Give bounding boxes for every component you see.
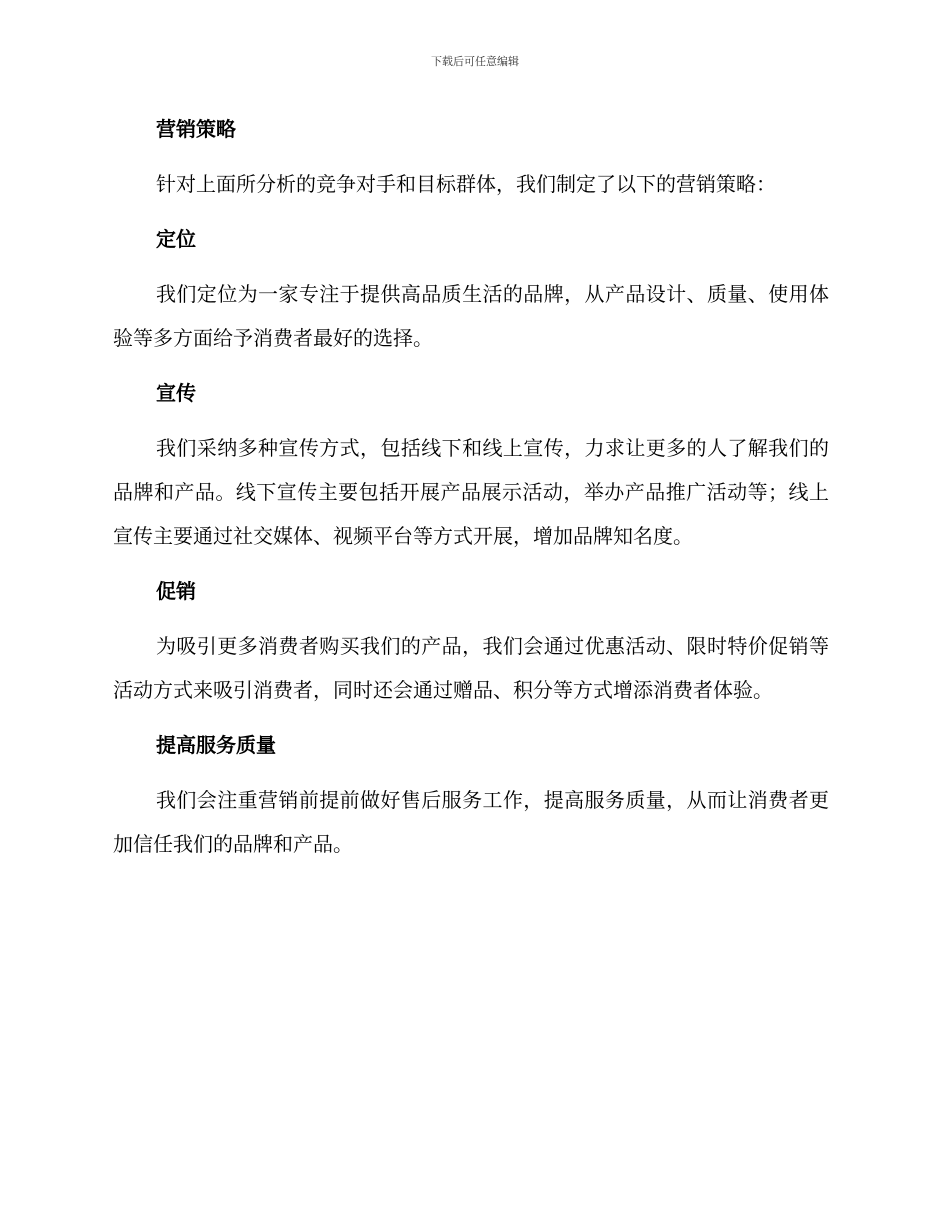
section-heading-service-quality: 提高服务质量: [156, 733, 276, 757]
section-heading-sales-promotion: 促销: [156, 579, 196, 603]
section-paragraph-sales-promotion: 为吸引更多消费者购买我们的产品，我们会通过优惠活动、限时特价促销等活动方式来吸引消费者，同时还会通过赠品、积分等方式增添消费者体验。: [113, 634, 829, 702]
section-heading-promotion: 宣传: [156, 381, 196, 405]
section-paragraph-positioning: 我们定位为一家专注于提供高品质生活的品牌，从产品设计、质量、使用体验等多方面给予消费者最好的选择。: [113, 282, 829, 350]
section-heading-marketing-strategy: 营销策略: [156, 117, 236, 141]
section-paragraph-marketing-strategy: 针对上面所分析的竞争对手和目标群体，我们制定了以下的营销策略：: [156, 172, 776, 196]
section-paragraph-service-quality: 我们会注重营销前提前做好售后服务工作，提高服务质量，从而让消费者更加信任我们的品牌和产品。: [113, 788, 829, 856]
document-body: [113, 110, 829, 866]
page-header-note: 下载后可任意编辑: [431, 55, 519, 68]
section-paragraph-promotion: 我们采纳多种宣传方式，包括线下和线上宣传，力求让更多的人了解我们的品牌和产品。线下宣传主要包括开展产品展示活动，举办产品推广活动等；线上宣传主要通过社交媒体、视频平台等方式开展，增加品牌知名度。: [113, 436, 829, 548]
section-heading-positioning: 定位: [156, 227, 196, 251]
